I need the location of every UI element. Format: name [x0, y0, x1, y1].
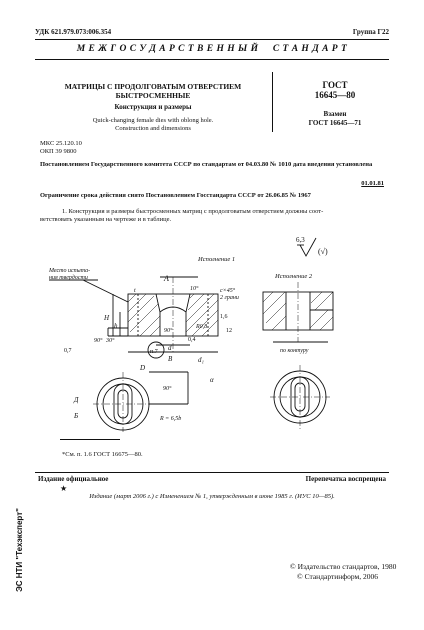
title-line2: БЫСТРОСМЕННЫЕ: [115, 91, 191, 100]
mks-code: МКС 25.120.10: [40, 140, 82, 147]
label-a: А: [164, 274, 169, 283]
official-edition: Издание официальное: [38, 475, 109, 483]
radius-label: R0,8: [196, 324, 208, 330]
subtitle: Конструкция и размеры: [114, 103, 192, 111]
dim-12: 12: [226, 328, 232, 334]
footnote-rule: [60, 439, 120, 440]
angle-30: 30°: [106, 338, 115, 344]
chamfer-faces: 2 грани: [220, 295, 239, 301]
dim-h-lower: h: [114, 322, 118, 330]
angle-90-30: 90°: [94, 338, 103, 344]
version2-section: [263, 282, 333, 342]
edition-note: Издание (март 2006 г.) с Изменением № 1, утвержденным в июне 1985 г. (ИУС 10—85).: [89, 493, 335, 500]
version2-label: Исполнение 2: [275, 273, 313, 280]
callout-n7: п.7: [150, 349, 158, 355]
instead-label: Взамен: [323, 110, 347, 118]
angle-alpha: α: [210, 376, 214, 384]
version2-plan: [270, 365, 330, 429]
dim-b: B: [168, 355, 173, 363]
english-title-line1: Quick-changing female dies with oblong hole.: [92, 117, 214, 124]
footer-rule: [35, 472, 389, 473]
label-t: t: [134, 288, 136, 294]
udk-code: УДК 621.979.073:006.354: [35, 28, 112, 36]
rough-1-6: 1,6: [220, 314, 228, 320]
header-rule: [35, 39, 389, 40]
version1-plan: [93, 372, 188, 432]
rough-0-4: 0,4: [188, 337, 196, 343]
angle-90-center: 90°: [164, 328, 173, 334]
title-line1: МАТРИЦЫ С ПРОДОЛГОВАТЫМ ОТВЕРСТИЕМ: [64, 82, 242, 91]
dim-d-outer: D: [140, 364, 146, 372]
banner-rule: [35, 59, 389, 60]
english-title-line2: Construction and dimensions: [115, 125, 191, 132]
version1-label: Исполнение 1: [198, 256, 236, 263]
test-place-line2: ния твердости: [49, 275, 88, 281]
title-divider: [272, 72, 273, 132]
okp-code: ОКП 39 9800: [40, 148, 77, 155]
copyright-1980: © Издательство стандартов, 1980: [290, 562, 397, 571]
dim-h-upper: H: [104, 314, 110, 322]
label-d-letter: Д: [74, 396, 79, 404]
radius-formula: R = 6,5b: [160, 416, 182, 422]
restriction-text: Ограничение срока действия снято Постановлением Госстандарта СССР от 26.06.85 № 1967: [40, 192, 311, 199]
dim-0-7: 0,7: [64, 348, 72, 354]
dim-d1: d₁: [198, 356, 204, 364]
paragraph1-line1: 1. Конструкция и размеры быстросменных матриц с продолговатым отверстием должны соот-: [62, 208, 324, 215]
vertical-watermark: ЭС НТИ "Техэксперт": [15, 508, 24, 592]
reprint-notice: Перепечатка воспрещена: [305, 475, 386, 483]
chamfer-label: c×45°: [220, 288, 236, 294]
technical-drawing: [38, 232, 388, 432]
group-code: Группа Г22: [352, 28, 389, 36]
contour-label: по контуру: [280, 348, 309, 354]
footnote: *См. п. 1.6 ГОСТ 16675—80.: [62, 451, 143, 458]
version1-section: [108, 277, 218, 352]
instead-gost: ГОСТ 16645—71: [308, 119, 362, 127]
label-b-letter: Б: [74, 412, 79, 420]
test-place-line1: Место испыта-: [49, 268, 91, 274]
gost-label: ГОСТ: [322, 80, 348, 90]
angle-90-plan: 90°: [163, 386, 172, 392]
angle-10: 10°: [190, 286, 199, 292]
roughness-paren: (√): [318, 247, 328, 256]
copyright-2006: © Стандартинформ, 2006: [297, 572, 379, 581]
resolution-text: Постановлением Государственного комитета СССР по стандартам от 04.03.80 № 1010 дата введения установлена: [40, 161, 373, 168]
paragraph1-line2: ветствовать указанным на чертеже и в таблице.: [40, 216, 172, 223]
dim-d: d: [168, 344, 172, 352]
gost-number: 16645—80: [314, 90, 356, 100]
roughness-value: 6,3: [296, 236, 305, 244]
introduction-date: 01.01.81: [361, 180, 384, 187]
star-icon: ★: [60, 484, 68, 493]
standard-banner: М Е Ж Г О С У Д А Р С Т В Е Н Н Ы Й С Т А Н Д А Р Т: [76, 44, 348, 54]
